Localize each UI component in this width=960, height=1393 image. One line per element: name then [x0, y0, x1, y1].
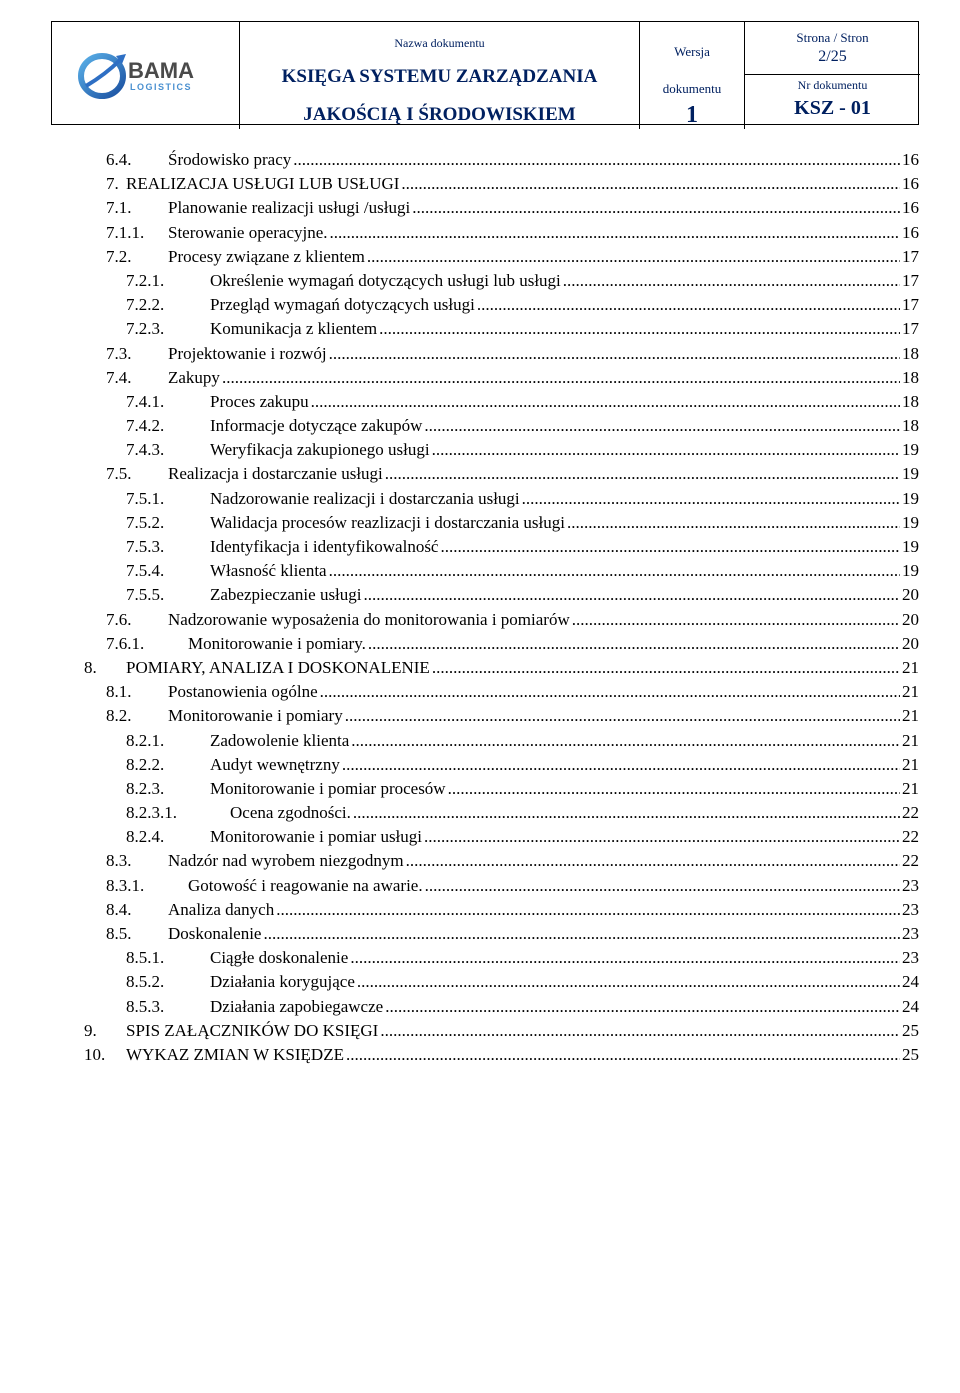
toc-entry-text [168, 898, 919, 922]
toc-entry-text [168, 680, 919, 704]
toc-page-number: 23 [902, 948, 919, 968]
toc-label: Przegląd wymagań dotyczących usługi [210, 295, 475, 315]
toc-label: Ocena zgodności. [230, 803, 351, 823]
toc-leader-dots [329, 342, 900, 366]
toc-entry[interactable] [84, 874, 919, 898]
version-cell [640, 22, 745, 129]
toc-leader-dots [293, 148, 900, 172]
toc-entry[interactable] [84, 559, 919, 583]
toc-entry[interactable] [84, 656, 919, 680]
toc-leader-dots [329, 559, 900, 583]
title-cell [240, 22, 640, 129]
toc-entry-text [126, 656, 919, 680]
toc-leader-dots [567, 511, 900, 535]
toc-label: Projektowanie i rozwój [168, 343, 327, 363]
toc-leader-dots [351, 729, 900, 753]
table-of-contents [84, 148, 919, 1067]
toc-label: Środowisko pracy [168, 150, 292, 169]
doc-nr-label: Nr dokumentu [797, 78, 868, 92]
company-logo [76, 46, 216, 106]
toc-page-number: 20 [902, 609, 919, 629]
toc-entry-text [210, 487, 919, 511]
toc-label: Procesy związane z klientem [168, 246, 365, 266]
toc-number: 7.2.2. [126, 295, 165, 315]
page-value: 2/25 [818, 48, 847, 65]
toc-leader-dots [311, 390, 900, 414]
toc-leader-dots [401, 172, 900, 196]
toc-number: 7.4.3. [126, 440, 165, 460]
toc-entry-text [210, 753, 919, 777]
toc-page-number: 23 [902, 875, 919, 895]
toc-entry[interactable] [84, 148, 919, 172]
toc-entry[interactable] [84, 172, 919, 196]
toc-label: Działania korygujące [210, 972, 355, 992]
toc-leader-dots [222, 366, 900, 390]
toc-number: 7.6. [106, 609, 132, 629]
toc-page-number: 16 [902, 198, 919, 218]
toc-number: 8.5.1. [126, 948, 165, 968]
toc-number: 7.6.1. [106, 633, 145, 653]
toc-page-number: 22 [902, 803, 919, 823]
page-cell [745, 22, 920, 129]
toc-label: Zakupy [168, 367, 220, 387]
toc-label: Realizacja i dostarczanie usługi [168, 464, 383, 484]
toc-label: Nadzorowanie realizacji i dostarczania usługi [210, 488, 520, 508]
toc-entry[interactable] [84, 995, 919, 1019]
toc-page-number: 24 [902, 996, 919, 1016]
toc-number: 7.4.2. [126, 416, 165, 436]
toc-entry[interactable] [84, 825, 919, 849]
toc-number: 7.4.1. [126, 391, 165, 411]
toc-leader-dots [522, 487, 900, 511]
toc-entry[interactable] [84, 729, 919, 753]
toc-entry[interactable] [84, 438, 919, 462]
toc-label: Działania zapobiegawcze [210, 996, 384, 1016]
toc-entry-text [168, 196, 919, 220]
toc-entry[interactable] [84, 632, 919, 656]
toc-page-number: 17 [902, 270, 919, 290]
toc-label: Weryfikacja zakupionego usługi [210, 440, 430, 460]
toc-entry-text [126, 172, 919, 196]
toc-label: Monitorowanie i pomiary. [188, 633, 366, 653]
toc-label: Informacje dotyczące zakupów [210, 416, 423, 436]
toc-label: Postanowienia ogólne [168, 682, 318, 702]
toc-leader-dots [367, 245, 900, 269]
toc-number: 8.1. [106, 682, 132, 702]
toc-leader-dots [572, 608, 900, 632]
toc-number: 7.5.3. [126, 537, 165, 556]
toc-entry-text [168, 922, 919, 946]
toc-entry[interactable] [84, 317, 919, 341]
toc-page-number: 22 [902, 827, 919, 847]
toc-leader-dots [385, 995, 900, 1019]
toc-leader-dots [345, 704, 900, 728]
toc-number: 8.5.3. [126, 996, 165, 1016]
toc-label: Zabezpieczanie usługi [210, 585, 362, 605]
toc-entry-text [126, 1019, 919, 1043]
toc-entry-text [168, 704, 919, 728]
toc-page-number: 19 [902, 488, 919, 508]
toc-number: 8.4. [106, 899, 132, 919]
doc-name-label: Nazwa dokumentu [394, 36, 485, 50]
toc-entry-text [210, 390, 919, 414]
toc-entry-text [188, 874, 919, 898]
toc-page-number: 18 [902, 343, 919, 363]
toc-leader-dots [346, 1043, 900, 1067]
toc-entry-text [210, 438, 919, 462]
toc-number: 8.5. [106, 924, 132, 943]
doc-title-line1: KSIĘGA SYSTEMU ZARZĄDZANIA [281, 66, 598, 87]
toc-entry-text [210, 970, 919, 994]
toc-entry[interactable] [84, 1019, 919, 1043]
toc-label: Zadowolenie klienta [210, 730, 350, 750]
toc-entry[interactable] [84, 196, 919, 220]
toc-leader-dots [432, 656, 900, 680]
toc-leader-dots [350, 946, 900, 970]
toc-number: 7.1.1. [106, 222, 145, 242]
toc-label: POMIARY, ANALIZA I DOSKONALENIE [126, 657, 430, 677]
toc-leader-dots [379, 317, 900, 341]
toc-entry-text [126, 1043, 919, 1067]
toc-leader-dots [477, 293, 900, 317]
toc-label: Proces zakupu [210, 391, 309, 411]
toc-leader-dots [320, 680, 900, 704]
toc-page-number: 17 [902, 246, 919, 266]
toc-leader-dots [412, 196, 900, 220]
toc-leader-dots [276, 898, 900, 922]
toc-entry[interactable] [84, 221, 919, 245]
toc-number: 7.2. [106, 246, 132, 266]
toc-entry[interactable] [84, 462, 919, 486]
toc-leader-dots [357, 970, 900, 994]
toc-label: Audyt wewnętrzny [210, 754, 340, 774]
toc-label: Komunikacja z klientem [210, 319, 378, 339]
cell-divider [745, 74, 920, 75]
doc-title-line2: JAKOŚCIĄ I ŚRODOWISKIEM [303, 104, 576, 125]
toc-page-number: 16 [902, 150, 919, 169]
toc-label: Nadzór nad wyrobem niezgodnym [168, 851, 404, 871]
toc-entry-text [210, 269, 919, 293]
toc-number: 8. [84, 657, 97, 677]
toc-entry-text [168, 148, 919, 172]
toc-number: 7.2.1. [126, 270, 165, 290]
toc-page-number: 16 [902, 174, 919, 194]
toc-entry-text [168, 608, 919, 632]
toc-page-number: 19 [902, 512, 919, 532]
toc-entry[interactable] [84, 487, 919, 511]
toc-leader-dots [424, 825, 900, 849]
toc-entry[interactable] [84, 704, 919, 728]
toc-leader-dots [440, 535, 900, 559]
version-label-line2: dokumentu [662, 81, 722, 96]
toc-label: REALIZACJA USŁUGI LUB USŁUGI [126, 174, 400, 194]
toc-number: 7.1. [106, 198, 132, 218]
toc-page-number: 21 [902, 730, 919, 750]
toc-page-number: 21 [902, 706, 919, 726]
toc-number: 7.4. [106, 367, 132, 387]
toc-page-number: 22 [902, 851, 919, 871]
toc-label: Identyfikacja i identyfikowalność [210, 537, 439, 556]
toc-label: Monitorowanie i pomiar procesów [210, 778, 446, 798]
toc-number: 7. [106, 174, 119, 194]
toc-entry[interactable] [84, 1043, 919, 1067]
toc-entry[interactable] [84, 511, 919, 535]
logo-subtext: LOGISTICS [129, 81, 192, 92]
document-header [51, 21, 919, 128]
toc-page-number: 18 [902, 391, 919, 411]
toc-number: 8.2.3. [126, 778, 165, 798]
toc-label: Analiza danych [168, 899, 275, 919]
toc-page-number: 25 [902, 1020, 919, 1040]
toc-number: 9. [84, 1020, 97, 1040]
toc-label: Planowanie realizacji usługi /usługi [168, 198, 411, 218]
toc-number: 7.5.5. [126, 585, 165, 605]
toc-entry-text [210, 293, 919, 317]
toc-entry-text [188, 632, 919, 656]
toc-label: Nadzorowanie wyposażenia do monitorowania i pomiarów [168, 609, 570, 629]
toc-entry[interactable] [84, 342, 919, 366]
toc-number: 8.2.4. [126, 827, 165, 847]
toc-label: Gotowość i reagowanie na awarie. [188, 875, 423, 895]
toc-page-number: 25 [902, 1044, 919, 1064]
toc-page-number: 18 [902, 416, 919, 436]
toc-label: SPIS ZAŁĄCZNIKÓW DO KSIĘGI [126, 1020, 379, 1040]
toc-entry-text [168, 221, 919, 245]
toc-label: Własność klienta [210, 561, 327, 581]
toc-page-number: 19 [902, 561, 919, 581]
logo-wordmark: BAMA [127, 57, 194, 83]
toc-entry-text [168, 366, 919, 390]
toc-label: Walidacja procesów reazlizacji i dostarczania usługi [210, 512, 565, 532]
toc-entry-text [168, 849, 919, 873]
toc-number: 7.5.2. [126, 512, 165, 532]
toc-label: Monitorowanie i pomiary [168, 706, 343, 726]
toc-number: 8.3. [106, 851, 132, 871]
toc-entry[interactable] [84, 849, 919, 873]
toc-page-number: 19 [902, 537, 919, 556]
toc-leader-dots [563, 269, 900, 293]
toc-leader-dots [263, 922, 900, 946]
toc-number: 8.3.1. [106, 875, 145, 895]
toc-leader-dots [368, 632, 900, 656]
toc-entry-text [210, 729, 919, 753]
toc-page-number: 19 [902, 440, 919, 460]
toc-entry[interactable] [84, 946, 919, 970]
toc-entry[interactable] [84, 269, 919, 293]
toc-page-number: 21 [902, 778, 919, 798]
toc-page-number: 19 [902, 464, 919, 484]
page-label: Strona / Stron [796, 30, 869, 45]
toc-leader-dots [385, 462, 900, 486]
toc-number: 8.2. [106, 706, 132, 726]
toc-number: 7.2.3. [126, 319, 165, 339]
toc-page-number: 24 [902, 972, 919, 992]
toc-number: 8.2.3.1. [126, 803, 177, 823]
toc-leader-dots [448, 777, 900, 801]
toc-number: 6.4. [106, 150, 132, 169]
toc-page-number: 21 [902, 682, 919, 702]
toc-entry-text [210, 583, 919, 607]
toc-entry[interactable] [84, 390, 919, 414]
toc-entry-text [210, 825, 919, 849]
toc-number: 8.2.1. [126, 730, 165, 750]
toc-label: Sterowanie operacyjne. [168, 222, 328, 242]
toc-leader-dots [432, 438, 900, 462]
toc-entry[interactable] [84, 245, 919, 269]
toc-entry[interactable] [84, 777, 919, 801]
toc-entry-text [168, 245, 919, 269]
toc-entry[interactable] [84, 583, 919, 607]
toc-leader-dots [406, 849, 900, 873]
toc-number: 8.2.2. [126, 754, 165, 774]
toc-entry[interactable] [84, 970, 919, 994]
toc-entry[interactable] [84, 293, 919, 317]
toc-entry[interactable] [84, 753, 919, 777]
toc-leader-dots [425, 874, 900, 898]
toc-page-number: 18 [902, 367, 919, 387]
version-value: 1 [686, 102, 698, 128]
toc-page-number: 21 [902, 657, 919, 677]
toc-leader-dots [342, 753, 900, 777]
toc-entry-text [210, 559, 919, 583]
version-label-line1: Wersja [674, 44, 710, 59]
toc-label: Doskonalenie [168, 924, 262, 943]
toc-number: 7.5.1. [126, 488, 165, 508]
toc-label: Określenie wymagań dotyczących usługi lub usługi [210, 270, 561, 290]
toc-entry[interactable] [84, 535, 919, 559]
toc-entry[interactable] [84, 608, 919, 632]
toc-label: Ciągłe doskonalenie [210, 948, 349, 968]
toc-page-number: 17 [902, 319, 919, 339]
toc-page-number: 17 [902, 295, 919, 315]
toc-entry-text [210, 511, 919, 535]
toc-number: 7.3. [106, 343, 132, 363]
toc-number: 7.5.4. [126, 561, 165, 581]
toc-label: WYKAZ ZMIAN W KSIĘDZE [126, 1044, 344, 1064]
toc-entry-text [210, 946, 919, 970]
toc-leader-dots [364, 583, 900, 607]
toc-entry-text [230, 801, 919, 825]
toc-entry-text [210, 317, 919, 341]
toc-entry[interactable] [84, 922, 919, 946]
toc-entry-text [210, 414, 919, 438]
toc-entry-text [210, 995, 919, 1019]
logo-cell [52, 22, 240, 129]
toc-leader-dots [380, 1019, 900, 1043]
toc-entry[interactable] [84, 366, 919, 390]
toc-page-number: 20 [902, 585, 919, 605]
toc-entry[interactable] [84, 898, 919, 922]
toc-page-number: 20 [902, 633, 919, 653]
toc-entry-text [168, 462, 919, 486]
toc-page-number: 16 [902, 222, 919, 242]
toc-number: 7.5. [106, 464, 132, 484]
toc-page-number: 23 [902, 899, 919, 919]
toc-entry[interactable] [84, 414, 919, 438]
toc-entry-text [210, 777, 919, 801]
toc-number: 10. [84, 1044, 106, 1064]
toc-entry-text [210, 535, 919, 559]
toc-leader-dots [353, 801, 900, 825]
toc-number: 8.5.2. [126, 972, 165, 992]
toc-page-number: 21 [902, 754, 919, 774]
doc-nr-value: KSZ - 01 [794, 97, 871, 119]
toc-entry-text [168, 342, 919, 366]
toc-entry[interactable] [84, 801, 919, 825]
toc-entry[interactable] [84, 680, 919, 704]
toc-label: Monitorowanie i pomiar usługi [210, 827, 423, 847]
toc-page-number: 23 [902, 924, 919, 943]
toc-leader-dots [330, 221, 900, 245]
toc-leader-dots [424, 414, 900, 438]
